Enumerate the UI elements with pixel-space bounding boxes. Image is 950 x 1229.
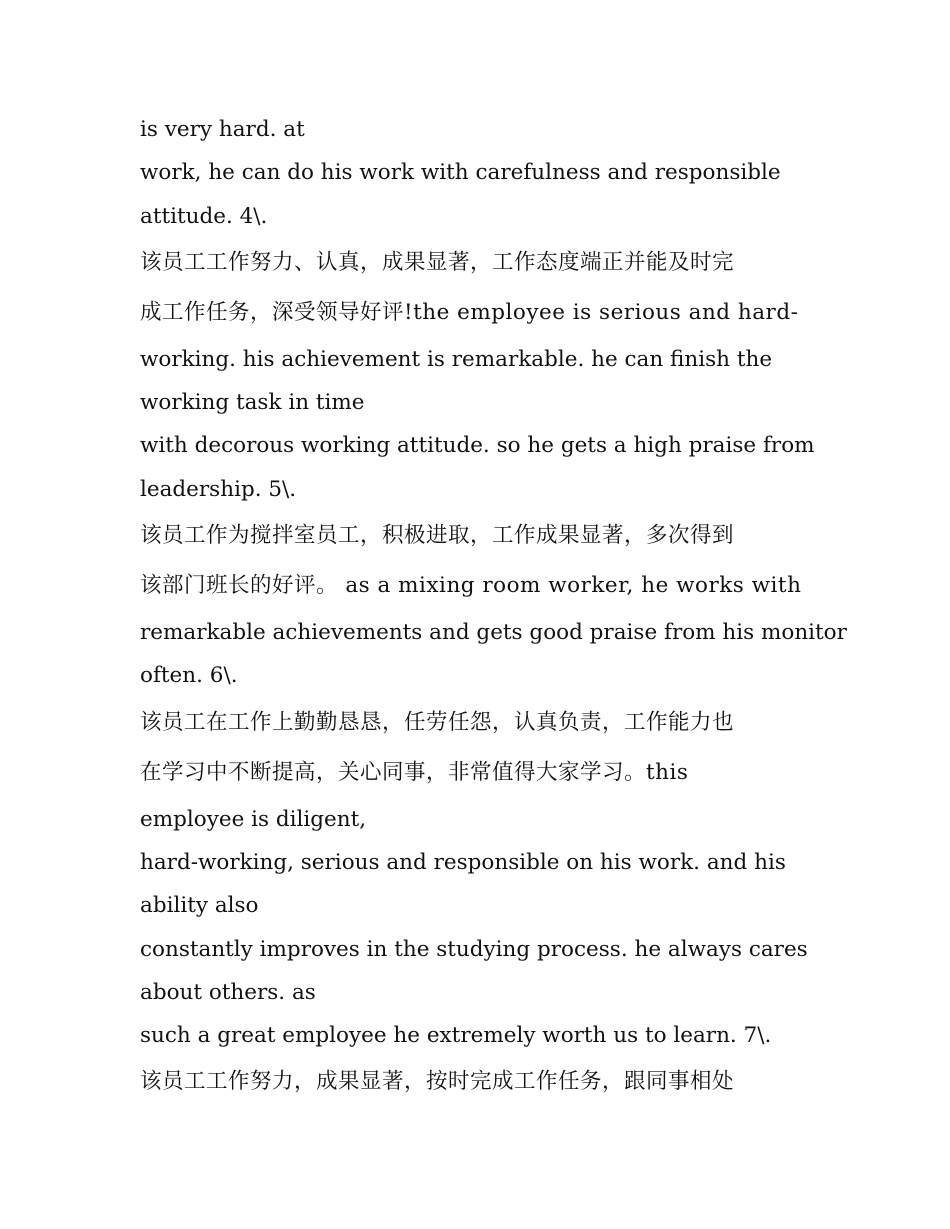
document-body — [140, 108, 847, 1107]
text-line: 该员工工作努力、认真，成果显著，工作态度端正并能及时完 — [140, 249, 735, 275]
text-line: ability also — [140, 893, 259, 919]
text-line: remarkable achievements and gets good praise from his monitor — [140, 620, 847, 646]
text-line: often. 6\. — [140, 663, 238, 689]
text-line: attitude. 4\. — [140, 203, 268, 229]
text-line: about others. as — [140, 979, 316, 1005]
text-line: employee is diligent, — [140, 806, 367, 832]
text-line: hard-working, serious and responsible on his work. and his — [140, 849, 786, 875]
text-line: 成工作任务，深受领导好评!the employee is serious and hard- — [140, 299, 799, 325]
text-line: such a great employee he extremely worth us to learn. 7\. — [140, 1023, 772, 1049]
text-line: with decorous working attitude. so he gets a high praise from — [140, 433, 815, 459]
text-line: 该员工作为搅拌室员工，积极进取，工作成果显著，多次得到 — [140, 523, 735, 549]
text-line: 在学习中不断提高，关心同事，非常值得大家学习。this — [140, 759, 689, 785]
text-line: is very hard. at — [140, 117, 305, 142]
text-line: 该部门班长的好评。 as a mixing room worker, he works with — [140, 573, 802, 599]
text-line: constantly improves in the studying process. he always cares — [140, 936, 808, 962]
text-line: leadership. 5\. — [140, 476, 297, 502]
text-line: working. his achievement is remarkable. he can finish the — [140, 346, 773, 372]
text-line: 该员工工作努力，成果显著，按时完成工作任务，跟同事相处 — [140, 1069, 735, 1095]
text-line: working task in time — [140, 390, 365, 416]
text-line: 该员工在工作上勤勤恳恳，任劳任怨，认真负责，工作能力也 — [140, 709, 735, 735]
text-line: work, he can do his work with carefulness and responsible — [140, 160, 781, 186]
